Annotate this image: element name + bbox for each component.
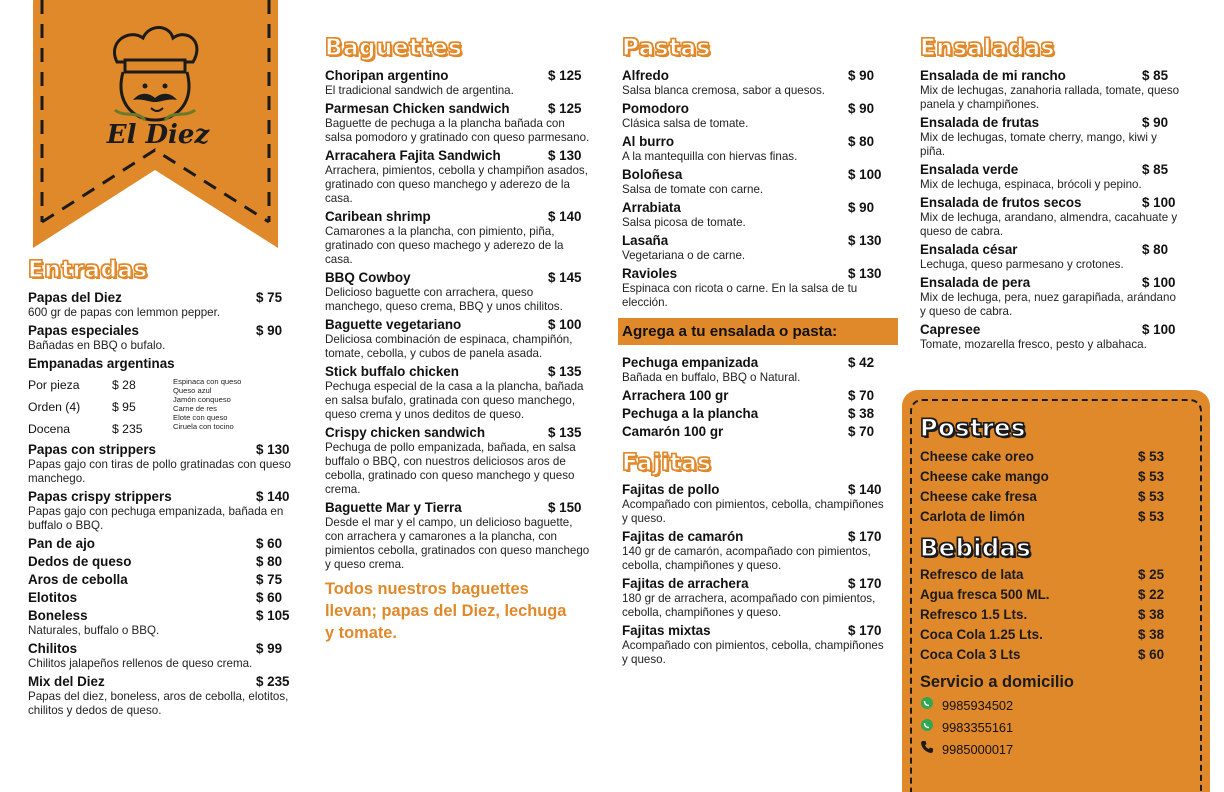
empanada-price: $ 28 — [112, 378, 136, 392]
empanada-size: Orden (4) — [28, 400, 81, 414]
item-description: Pechuga de pollo empanizada, bañada, en salsa buffalo o BBQ, con nuestros deliciosos aros de cebolla, gratinado con queso manchego y queso crema. — [325, 441, 576, 496]
item-name: Al burro — [622, 134, 675, 149]
menu-item-row — [622, 68, 890, 84]
entradas-heading: Entradas — [28, 257, 148, 283]
pastas-heading: Pastas — [622, 35, 711, 61]
fajitas-heading: Fajitas — [622, 450, 712, 476]
agrega-banner: Agrega a tu ensalada o pasta: — [618, 318, 898, 345]
menu-item-pan-de-ajo — [28, 536, 298, 552]
item-name: Ensalada césar — [920, 242, 1018, 257]
item-description: Lechuga, queso parmesano y crotones. — [920, 258, 1124, 271]
item-description: Naturales, buffalo o BBQ. — [28, 624, 160, 637]
item-price: $ 125 — [548, 101, 582, 116]
empanada-filling: Queso azul — [173, 386, 212, 395]
item-price: $ 100 — [548, 317, 582, 332]
menu-item-row — [325, 364, 590, 380]
menu-item-refresco-de-lata — [920, 565, 1178, 585]
item-price: $ 38 — [1138, 627, 1165, 642]
empanadas-fillings — [173, 374, 241, 440]
menu-item-row — [920, 68, 1184, 84]
menu-item-row — [622, 101, 890, 117]
contact-phone[interactable] — [920, 695, 1178, 717]
menu-item-ensalada-cesar — [920, 242, 1184, 272]
item-price: $ 60 — [256, 590, 283, 605]
item-name: Coca Cola 3 Lts — [920, 647, 1021, 662]
menu-item-row — [28, 323, 298, 339]
menu-item-boneless — [28, 608, 298, 638]
item-name: BBQ Cowboy — [325, 270, 411, 285]
menu-item-row — [622, 576, 890, 592]
menu-item-row — [28, 489, 298, 505]
item-price: $ 100 — [1142, 322, 1176, 337]
item-description: Mix de lechuga, arandano, almendra, cacahuate y queso de cabra. — [920, 211, 1178, 238]
item-description: Papas gajo con tiras de pollo gratinadas con queso manchego. — [28, 458, 291, 485]
item-description: Salsa blanca cremosa, sabor a quesos. — [622, 84, 826, 97]
baguettes-note: Todos nuestros baguettes llevan; papas del Diez, lechuga y tomate. — [325, 580, 567, 642]
empanadas-table — [28, 374, 298, 440]
item-name: Papas del Diez — [28, 290, 122, 305]
item-price: $ 170 — [848, 529, 882, 544]
menu-item-row — [28, 290, 298, 306]
item-name: Ensalada de pera — [920, 275, 1031, 290]
phone-icon — [920, 739, 936, 761]
item-name: Refresco de lata — [920, 567, 1024, 582]
menu-item-al-burro — [622, 134, 890, 164]
menu-item-row — [920, 275, 1184, 291]
baguettes-heading: Baguettes — [325, 35, 463, 61]
servicio-title: Servicio a domicilio — [920, 673, 1074, 691]
item-description: Papas del diez, boneless, aros de cebolla, elotitos, chilitos y dedos de queso. — [28, 690, 289, 717]
brand-name: El Diez — [106, 120, 210, 150]
item-description: Baguette de pechuga a la plancha bañada con salsa pomodoro y gratinado con queso parmesano. — [325, 117, 590, 144]
ensaladas-heading: Ensaladas — [920, 35, 1055, 61]
item-price: $ 80 — [848, 134, 875, 149]
menu-item-row — [28, 590, 298, 606]
item-description: Bañada en buffalo, BBQ o Natural. — [622, 371, 801, 384]
menu-item-fajitas-mixtas — [622, 623, 890, 667]
item-price: $ 38 — [1138, 607, 1165, 622]
menu-item-parmesan-chicken-sandwich — [325, 101, 590, 145]
phone-number: 9983355161 — [942, 720, 1014, 735]
menu-item-row — [325, 101, 590, 117]
item-name: Capresee — [920, 322, 981, 337]
item-name: Agua fresca 500 ML. — [920, 587, 1050, 602]
fajitas-list — [622, 482, 890, 667]
bebidas-heading: Bebidas — [920, 534, 1032, 562]
item-description: Acompañado con pimientos, cebolla, champiñones y queso. — [622, 639, 884, 666]
item-name: Lasaña — [622, 233, 669, 248]
item-name: Carlota de limón — [920, 509, 1025, 524]
item-name: Baguette Mar y Tierra — [325, 500, 462, 515]
item-price: $ 53 — [1138, 509, 1165, 524]
agrega-list — [622, 355, 890, 440]
baguettes-column — [325, 35, 590, 644]
menu-item-row — [622, 388, 890, 404]
item-price: $ 90 — [848, 101, 875, 116]
item-description: Mix de lechuga, espinaca, brócoli y pepino. — [920, 178, 1142, 191]
item-price: $ 90 — [256, 323, 283, 338]
item-price: $ 105 — [256, 608, 290, 623]
menu-item-row — [622, 355, 890, 371]
menu-item-row — [325, 500, 590, 516]
menu-item-carlota-de-limon — [920, 507, 1178, 527]
item-name: Pomodoro — [622, 101, 689, 116]
menu-item-bolonesa — [622, 167, 890, 197]
item-name: Papas especiales — [28, 323, 139, 338]
menu-item-row — [622, 200, 890, 216]
menu-item-row — [622, 424, 890, 440]
item-description: Deliciosa combinación de espinaca, champiñón, tomate, cebolla, y cubos de panela asada. — [325, 333, 573, 360]
item-description: Bañadas en BBQ o bufalo. — [28, 339, 166, 352]
item-name: Dedos de queso — [28, 554, 132, 569]
menu-item-dedos-de-queso — [28, 554, 298, 570]
item-description: Salsa de tomate con carne. — [622, 183, 764, 196]
empanada-filling: Espinaca con queso — [173, 377, 242, 386]
menu-item-cheese-cake-fresa — [920, 487, 1178, 507]
item-name: Choripan argentino — [325, 68, 449, 83]
item-description: Salsa picosa de tomate. — [622, 216, 746, 229]
menu-item-row — [28, 608, 298, 624]
item-name: Camarón 100 gr — [622, 424, 724, 439]
menu-item-row — [622, 406, 890, 422]
item-price: $ 99 — [256, 641, 283, 656]
menu-item-row — [622, 233, 890, 249]
menu-item-cheese-cake-oreo — [920, 447, 1178, 467]
menu-item-ensalada-de-frutas — [920, 115, 1184, 159]
whatsapp-icon — [920, 717, 936, 739]
menu-item-row — [28, 554, 298, 570]
item-price: $ 235 — [256, 674, 290, 689]
empanada-size: Por pieza — [28, 378, 80, 392]
contacts-list — [920, 695, 1178, 761]
item-description: Camarones a la plancha, con pimiento, piña, gratinado con queso machego y aderezo de la casa. — [325, 225, 564, 266]
item-description: Delicioso baguette con arrachera, queso manchego, queso crema, BBQ y unos chilitos. — [325, 286, 563, 313]
item-price: $ 22 — [1138, 587, 1165, 602]
item-description: Mix de lechuga, pera, nuez garapiñada, arándano y queso de cabra. — [920, 291, 1176, 318]
item-price: $ 42 — [848, 355, 875, 370]
bebidas-list — [920, 565, 1178, 665]
item-name: Crispy chicken sandwich — [325, 425, 486, 440]
menu-item-row — [622, 529, 890, 545]
empanada-filling: Elote con queso — [173, 413, 228, 422]
empanada-price: $ 235 — [112, 422, 143, 436]
menu-item-row — [325, 148, 590, 164]
item-name: Chilitos — [28, 641, 78, 656]
item-description: Mix de lechugas, tomate cherry, mango, kiwi y piña. — [920, 131, 1157, 158]
menu-item-row — [28, 674, 298, 690]
item-name: Caribean shrimp — [325, 209, 431, 224]
item-name: Pechuga empanizada — [622, 355, 759, 370]
item-name: Baguette vegetariano — [325, 317, 462, 332]
menu-item-ravioles — [622, 266, 890, 310]
item-name: Ensalada de mi rancho — [920, 68, 1066, 83]
item-price: $ 130 — [848, 266, 882, 281]
menu-item-coca-cola-1-25-lts — [920, 625, 1178, 645]
item-price: $ 75 — [256, 572, 283, 587]
menu-item-papas-del-diez — [28, 290, 298, 320]
menu-item-elotitos — [28, 590, 298, 606]
item-description: Espinaca con ricota o carne. En la salsa de tu elección. — [622, 282, 858, 309]
item-price: $ 125 — [548, 68, 582, 83]
menu-item-row — [28, 536, 298, 552]
menu-item-baguette-vegetariano — [325, 317, 590, 361]
item-description: El tradicional sandwich de argentina. — [325, 84, 514, 97]
item-name: Refresco 1.5 Lts. — [920, 607, 1028, 622]
item-price: $ 140 — [548, 209, 582, 224]
ensaladas-list — [920, 68, 1184, 352]
menu-item-stick-buffalo-chicken — [325, 364, 590, 422]
menu-item-row — [920, 162, 1184, 178]
entradas-list-top — [28, 290, 298, 353]
item-name: Ensalada de frutos secos — [920, 195, 1082, 210]
menu-item-fajitas-de-arrachera — [622, 576, 890, 620]
menu-item-ensalada-verde — [920, 162, 1184, 192]
menu-item-row — [920, 322, 1184, 338]
item-price: $ 60 — [1138, 647, 1165, 662]
item-price: $ 90 — [1142, 115, 1169, 130]
item-name: Stick buffalo chicken — [325, 364, 459, 379]
menu-item-lasana — [622, 233, 890, 263]
pastas-list — [622, 68, 890, 310]
item-price: $ 80 — [1142, 242, 1169, 257]
menu-item-choripan-argentino — [325, 68, 590, 98]
item-name: Papas con strippers — [28, 442, 157, 457]
item-price: $ 80 — [256, 554, 283, 569]
item-name: Alfredo — [622, 68, 669, 83]
item-price: $ 150 — [548, 500, 582, 515]
empanada-filling: Carne de res — [173, 404, 217, 413]
menu-item-refresco-1-5-lts — [920, 605, 1178, 625]
menu-item-row — [28, 442, 298, 458]
empanada-price-row — [28, 396, 173, 418]
item-description: Tomate, mozarella fresco, pesto y albahaca. — [920, 338, 1147, 351]
menu-item-pomodoro — [622, 101, 890, 131]
item-price: $ 70 — [848, 388, 875, 403]
entradas-list-bottom — [28, 442, 298, 718]
menu-item-bbq-cowboy — [325, 270, 590, 314]
contact-phone[interactable] — [920, 739, 1178, 761]
item-name: Boneless — [28, 608, 88, 623]
item-price: $ 170 — [848, 623, 882, 638]
menu-item-arrabiata — [622, 200, 890, 230]
item-name: Parmesan Chicken sandwich — [325, 101, 510, 116]
menu-item-arracahera-fajita-sandwich — [325, 148, 590, 206]
item-price: $ 53 — [1138, 489, 1165, 504]
menu-item-ensalada-de-frutos-secos — [920, 195, 1184, 239]
menu-item-row — [622, 482, 890, 498]
ensaladas-column — [920, 35, 1184, 355]
item-description: 600 gr de papas con lemmon pepper. — [28, 306, 221, 319]
empanada-price-row — [28, 374, 173, 396]
menu-item-baguette-mar-y-tierra — [325, 500, 590, 572]
menu-item-aros-de-cebolla — [28, 572, 298, 588]
menu-item-chilitos — [28, 641, 298, 671]
item-price: $ 70 — [848, 424, 875, 439]
empanada-filling: Ciruela con tocino — [173, 422, 234, 431]
item-name: Ensalada de frutas — [920, 115, 1040, 130]
item-price: $ 140 — [256, 489, 290, 504]
item-price: $ 100 — [1142, 195, 1176, 210]
item-name: Mix del Diez — [28, 674, 105, 689]
menu-item-row — [325, 209, 590, 225]
menu-item-row — [920, 242, 1184, 258]
item-name: Papas crispy strippers — [28, 489, 172, 504]
item-name: Cheese cake mango — [920, 469, 1049, 484]
item-name: Cheese cake oreo — [920, 449, 1034, 464]
menu-item-cheese-cake-mango — [920, 467, 1178, 487]
item-description: Desde el mar y el campo, un delicioso baguette, con arrachera y camarones a la plancha, con pimientos cebolla, gratinados con queso manchego y queso crema. — [325, 516, 590, 571]
item-price: $ 130 — [256, 442, 290, 457]
item-description: Vegetariana o de carne. — [622, 249, 746, 262]
menu-item-row — [325, 317, 590, 333]
item-description: Arrachera, pimientos, cebolla y champiñon asados, gratinado con queso manchego y aderezo de la casa. — [325, 164, 588, 205]
item-name: Fajitas mixtas — [622, 623, 711, 638]
item-description: Mix de lechugas, zanahoria rallada, tomate, queso panela y champiñones. — [920, 84, 1180, 111]
menu-item-arrachera-100-gr — [622, 388, 890, 404]
item-description: Papas gajo con pechuga empanizada, bañada en buffalo o BBQ. — [28, 505, 284, 532]
menu-item-row — [325, 270, 590, 286]
item-name: Pechuga a la plancha — [622, 406, 759, 421]
item-price: $ 145 — [548, 270, 582, 285]
menu-item-papas-crispy-strippers — [28, 489, 298, 533]
menu-item-ensalada-de-mi-rancho — [920, 68, 1184, 112]
item-name: Ravioles — [622, 266, 678, 281]
item-description: Pechuga especial de la casa a la plancha, bañada en salsa bufalo, gratinada con queso manchego, queso crema y unos deditos de queso. — [325, 380, 584, 421]
menu-item-caribean-shrimp — [325, 209, 590, 267]
item-name: Pan de ajo — [28, 536, 95, 551]
item-price: $ 53 — [1138, 469, 1165, 484]
pastas-column — [622, 35, 890, 670]
menu-item-row — [920, 115, 1184, 131]
brand-banner — [33, 0, 278, 248]
item-price: $ 100 — [1142, 275, 1176, 290]
item-price: $ 25 — [1138, 567, 1165, 582]
menu-item-row — [622, 266, 890, 282]
item-price: $ 140 — [848, 482, 882, 497]
menu-item-row — [920, 195, 1184, 211]
postres-heading: Postres — [920, 414, 1026, 442]
entradas-column — [28, 257, 298, 721]
item-price: $ 130 — [548, 148, 582, 163]
empanada-price-row — [28, 418, 173, 440]
item-name: Fajitas de camarón — [622, 529, 744, 544]
menu-item-fajitas-de-pollo — [622, 482, 890, 526]
menu-item-alfredo — [622, 68, 890, 98]
item-description: Clásica salsa de tomate. — [622, 117, 749, 130]
item-price: $ 90 — [848, 68, 875, 83]
item-name: Fajitas de pollo — [622, 482, 720, 497]
item-price: $ 170 — [848, 576, 882, 591]
item-price: $ 135 — [548, 364, 582, 379]
item-name: Boloñesa — [622, 167, 683, 182]
empanadas-prices — [28, 374, 173, 440]
item-name: Elotitos — [28, 590, 78, 605]
item-price: $ 75 — [256, 290, 283, 305]
empanada-price: $ 95 — [112, 400, 136, 414]
item-price: $ 38 — [848, 406, 875, 421]
item-price: $ 53 — [1138, 449, 1165, 464]
item-price: $ 100 — [848, 167, 882, 182]
menu-item-pechuga-empanizada — [622, 355, 890, 385]
menu-item-crispy-chicken-sandwich — [325, 425, 590, 497]
item-description: Chilitos jalapeños rellenos de queso crema. — [28, 657, 253, 670]
item-name: Ensalada verde — [920, 162, 1019, 177]
item-description: Acompañado con pimientos, cebolla, champiñones y queso. — [622, 498, 884, 525]
baguettes-list — [325, 68, 590, 572]
item-price: $ 85 — [1142, 68, 1169, 83]
item-price: $ 135 — [548, 425, 582, 440]
empanada-filling: Jamón conqueso — [173, 395, 231, 404]
item-name: Aros de cebolla — [28, 572, 128, 587]
menu-item-row — [28, 572, 298, 588]
menu-item-fajitas-de-camaron — [622, 529, 890, 573]
menu-item-capresee — [920, 322, 1184, 352]
item-name: Cheese cake fresa — [920, 489, 1037, 504]
contact-phone[interactable] — [920, 717, 1178, 739]
item-price: $ 60 — [256, 536, 283, 551]
menu-item-papas-con-strippers — [28, 442, 298, 486]
empanada-size: Docena — [28, 422, 71, 436]
phone-number: 9985000017 — [942, 742, 1014, 757]
item-description: 140 gr de camarón, acompañado con pimientos, cebolla, champiñones y queso. — [622, 545, 871, 572]
item-name: Arrachera 100 gr — [622, 388, 729, 403]
menu-item-row — [325, 68, 590, 84]
item-price: $ 85 — [1142, 162, 1169, 177]
item-name: Arracahera Fajita Sandwich — [325, 148, 501, 163]
item-description: A la mantequilla con hiervas finas. — [622, 150, 798, 163]
item-name: Fajitas de arrachera — [622, 576, 749, 591]
menu-item-row — [325, 425, 590, 441]
item-description: 180 gr de arrachera, acompañado con pimientos, cebolla, champiñones y queso. — [622, 592, 876, 619]
menu-item-row — [622, 134, 890, 150]
menu-item-coca-cola-3-lts — [920, 645, 1178, 665]
menu-item-ensalada-de-pera — [920, 275, 1184, 319]
menu-item-row — [622, 167, 890, 183]
menu-item-pechuga-a-la-plancha — [622, 406, 890, 422]
menu-item-mix-del-diez — [28, 674, 298, 718]
empanadas-title: Empanadas argentinas — [28, 356, 175, 371]
item-name: Arrabiata — [622, 200, 681, 215]
menu-item-papas-especiales — [28, 323, 298, 353]
postres-list — [920, 447, 1178, 527]
item-price: $ 90 — [848, 200, 875, 215]
item-price: $ 130 — [848, 233, 882, 248]
whatsapp-icon — [920, 695, 936, 717]
menu-item-row — [28, 641, 298, 657]
menu-item-agua-fresca-500-ml — [920, 585, 1178, 605]
item-name: Coca Cola 1.25 Lts. — [920, 627, 1043, 642]
menu-item-camaron-100-gr — [622, 424, 890, 440]
menu-item-row — [622, 623, 890, 639]
postres-bebidas-content — [920, 415, 1178, 761]
phone-number: 9985934502 — [942, 698, 1014, 713]
